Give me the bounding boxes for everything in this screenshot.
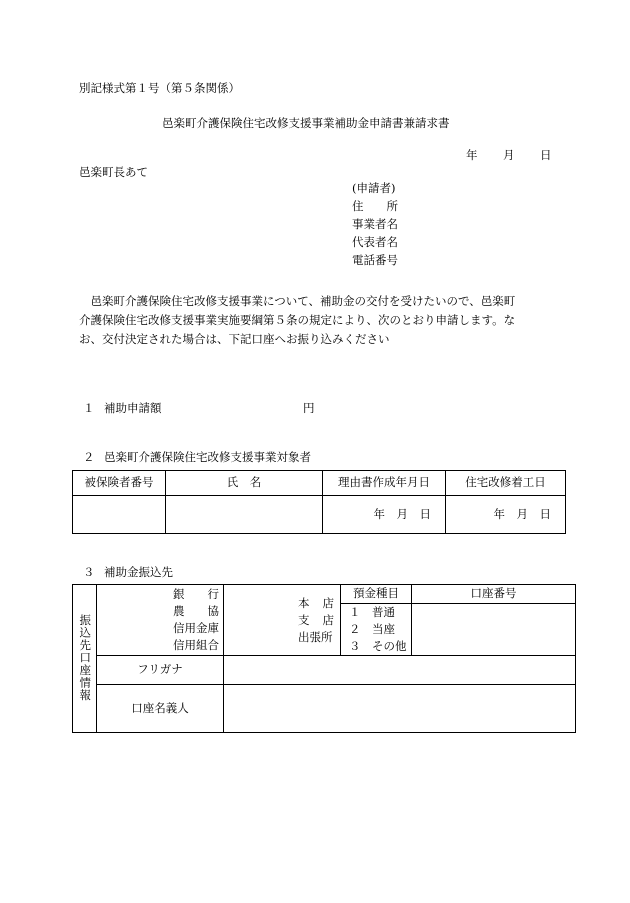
transfer-info-side-label (73, 585, 97, 733)
bank-type-agri: 農 協 (173, 604, 219, 618)
furigana-label: フリガナ (97, 656, 224, 685)
body-line-1: 邑楽町介護保険住宅改修支援事業について、補助金の交付を受けたいので、邑楽町 (79, 294, 516, 308)
branch-type-main: 本 店 (298, 595, 334, 610)
account-number-cell[interactable] (412, 604, 576, 656)
section2-label: 邑楽町介護保険住宅改修支援事業対象者 (104, 450, 311, 464)
bank-type-cell[interactable] (97, 585, 224, 656)
form-number: 別記様式第１号（第５条関係） (79, 81, 240, 95)
header-name: 氏 名 (166, 471, 323, 496)
branch-type-cell[interactable] (224, 585, 341, 656)
furigana-cell[interactable] (224, 656, 576, 685)
section1-number: １ (83, 401, 95, 415)
date-day: 日 (540, 148, 552, 162)
applicant-representative-label: 代表者名 (352, 235, 398, 249)
branch-type-branch: 支 店 (298, 612, 334, 627)
name-cell[interactable] (166, 496, 323, 534)
deposit-type-cell[interactable] (341, 604, 412, 656)
deposit-type-other: ３ その他 (349, 639, 407, 653)
target-person-table (72, 470, 566, 534)
applicant-address-label: 住 所 (352, 199, 398, 213)
account-holder-cell[interactable] (224, 685, 576, 733)
addressee: 邑楽町長あて (79, 165, 148, 179)
section3-number: ３ (83, 565, 95, 579)
applicant-heading: (申請者) (352, 181, 396, 195)
branch-type-office: 出張所 (298, 629, 333, 644)
section1-label: 補助申請額 (104, 401, 162, 415)
start-date-cell[interactable]: 年 月 日 (446, 496, 566, 534)
applicant-phone-label: 電話番号 (352, 253, 398, 267)
section2-number: ２ (83, 450, 95, 464)
date-month: 月 (503, 148, 515, 162)
date-year: 年 (466, 148, 478, 162)
deposit-type-ordinary: １ 普通 (349, 605, 395, 619)
deposit-type-header: 預金種目 (341, 585, 412, 604)
deposit-type-current: ２ 当座 (349, 622, 395, 636)
form-title: 邑楽町介護保険住宅改修支援事業補助金申請書兼請求書 (162, 116, 450, 130)
bank-type-shinkin: 信用金庫 (173, 621, 219, 635)
bank-type-bank: 銀 行 (173, 587, 219, 601)
bank-account-table (72, 584, 576, 733)
reason-date-cell[interactable]: 年 月 日 (323, 496, 446, 534)
header-reason-date: 理由書作成年月日 (323, 471, 446, 496)
transfer-info-side-text: 振込先口座情報 (78, 613, 93, 701)
header-start-date: 住宅改修着工日 (446, 471, 566, 496)
body-line-3: お、交付決定された場合は、下記口座へお振り込みください (79, 332, 390, 346)
insured-number-cell[interactable] (73, 496, 166, 534)
section1-unit: 円 (303, 401, 315, 415)
section3-label: 補助金振込先 (104, 565, 173, 579)
applicant-business-name-label: 事業者名 (352, 217, 398, 231)
bank-type-credit-union: 信用組合 (173, 638, 219, 652)
header-insured-number: 被保険者番号 (73, 471, 166, 496)
account-number-header: 口座番号 (412, 585, 576, 604)
account-holder-label: 口座名義人 (97, 685, 224, 733)
body-line-2: 介護保険住宅改修支援事業実施要綱第５条の規定により、次のとおり申請します。な (79, 313, 516, 327)
